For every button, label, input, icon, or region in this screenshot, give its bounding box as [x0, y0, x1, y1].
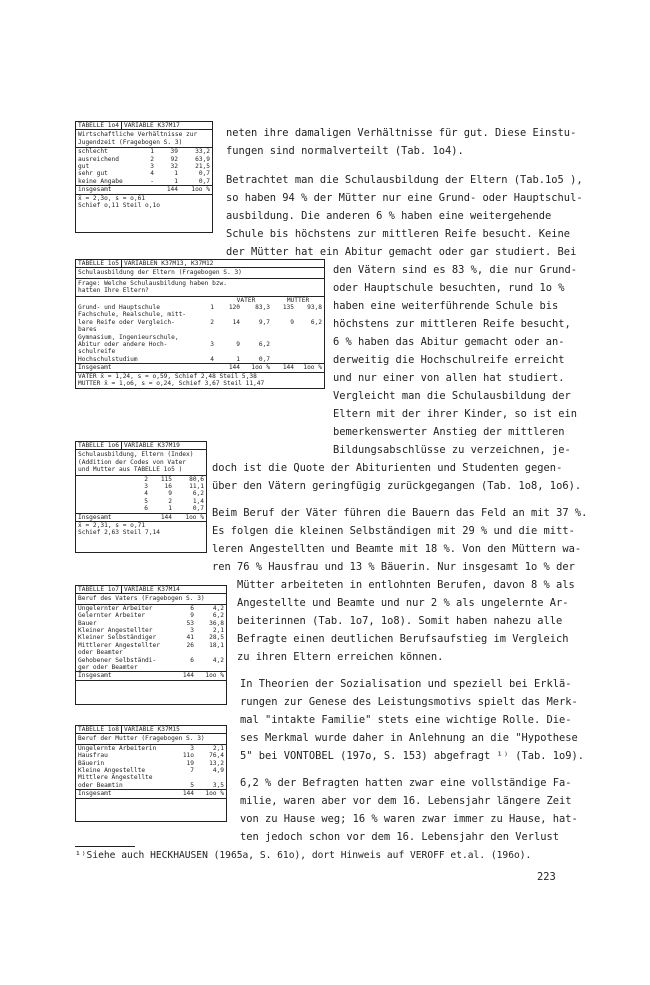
text-line: ren 76 % Hausfrau und 13 % Bäuerin. Nur insgesamt 1o % der	[212, 561, 575, 573]
table-variable: VARIABLE K37M14	[123, 586, 180, 593]
column-vater: VATER	[236, 296, 256, 304]
cell-value	[204, 364, 216, 371]
row-label: Grund- und Hauptschule	[78, 304, 160, 312]
cell-value: 11o	[182, 752, 194, 760]
text-line: Mütter arbeiteten in entlohnten Berufen, davon 8 % als	[237, 579, 575, 591]
table-row	[76, 612, 226, 619]
cell-value: 80,6	[189, 475, 204, 483]
cell-value: 115	[160, 475, 172, 483]
table-row	[76, 498, 206, 505]
table-stats: Schief 2,63 Steil 7,14	[78, 529, 160, 537]
table-row	[76, 483, 206, 490]
text-line: Vergleicht man die Schulausbildung der	[333, 390, 571, 402]
table-caption-line: und Mutter aus TABELLE 1o5 )	[78, 466, 183, 474]
cell-value	[272, 348, 296, 355]
cell-value: 1oo %	[205, 790, 224, 798]
cell-value: 6	[190, 656, 194, 664]
table-total-row	[76, 185, 212, 194]
text-line: bemerkenswerter Anstieg der mittleren	[333, 426, 565, 438]
text-line: fungen sind normalverteilt (Tab. 1o4).	[226, 145, 464, 157]
table-caption	[76, 268, 324, 278]
table-row	[76, 356, 324, 363]
table-row	[76, 782, 226, 789]
table-caption-line: Wirtschaftliche Verhältnisse zur	[78, 131, 198, 139]
row-label: Ungelernte Arbeiterin	[78, 744, 157, 752]
table-column-header	[76, 297, 324, 304]
column-mutter: MUTTER	[286, 296, 310, 304]
table-row	[76, 148, 212, 155]
table-107	[75, 585, 227, 705]
cell-value: 28,5	[209, 634, 224, 642]
cell-value: 120	[228, 304, 240, 312]
cell-value: 6	[144, 505, 148, 513]
text-line: 5" bei VONTOBEL (197o, S. 153) abgefragt ¹⁾ (Tab. 1o9).	[240, 750, 585, 762]
text-line: Befragte einen deutlichen Berufsaufstieg im Vergleich	[237, 633, 569, 645]
table-row	[76, 605, 226, 612]
cell-value: 33,2	[195, 148, 210, 156]
row-label: Insgesamt	[78, 364, 112, 372]
cell-value: 1oo %	[251, 364, 270, 372]
text-line: Betrachtet man die Schulausbildung der Eltern (Tab.1o5 ),	[226, 174, 583, 186]
cell-value: 144	[228, 364, 240, 372]
text-line: höchstens zur mittleren Reife besucht,	[333, 318, 571, 330]
row-label: Fachschule, Realschule, mitt-	[78, 311, 187, 319]
cell-value: 5	[190, 781, 194, 789]
table-row	[76, 767, 226, 774]
row-label: keine Angabe	[78, 177, 123, 185]
table-caption-line: (Addition der Codes von Vater	[78, 458, 187, 466]
table-caption-line: Beruf der Mutter (Fragebogen S. 3)	[78, 735, 205, 743]
row-label: lere Reife oder Vergleich-	[78, 318, 175, 326]
row-label: Insgesamt	[78, 513, 112, 521]
text-line: Schule bis höchstens zur mittleren Reife besucht. Keine	[226, 228, 571, 240]
text-line: Eltern mit der ihrer Kinder, so ist ein	[333, 408, 577, 420]
table-variable: VARIABLE K37M15	[123, 726, 180, 733]
table-id: TABELLE 1o6	[76, 442, 122, 449]
cell-value: 6,2	[192, 490, 204, 498]
table-row	[76, 490, 206, 497]
row-label: schlecht	[78, 148, 108, 156]
row-label: sehr gut	[78, 170, 108, 178]
text-line: beiterinnen (Tab. 1o7, 1o8). Somit haben nahezu alle	[237, 615, 563, 627]
row-label: Bauer	[78, 619, 97, 627]
row-label: schulreife	[78, 348, 116, 356]
cell-value: -	[150, 177, 154, 185]
text-line: oder Hauptschule besuchten, rund 1o %	[333, 282, 565, 294]
cell-value	[178, 774, 196, 781]
table-caption-line: Jugendzeit (Fragebogen S. 3)	[78, 138, 183, 146]
cell-value: 14	[232, 318, 240, 326]
table-variable: VARIABLE K37M17	[123, 122, 180, 129]
row-label: bares	[78, 326, 97, 334]
table-stats: VATER x̄ = 1,24, s = o,59, Schief 2,48 Steil 5,38	[78, 372, 257, 380]
text-line: 6,2 % der Befragten hatten zwar eine vollständige Fa-	[240, 777, 572, 789]
cell-value	[272, 356, 296, 363]
text-line: milie, waren aber vor dem 16. Lebensjahr längere Zeit	[240, 795, 572, 807]
table-row	[76, 760, 226, 767]
table-caption	[76, 130, 212, 148]
cell-value: 2	[144, 475, 148, 483]
cell-value: 3	[210, 341, 214, 349]
cell-value: 21,5	[195, 163, 210, 171]
cell-value: 6,2	[310, 318, 322, 326]
row-label	[76, 490, 138, 497]
table-row	[76, 341, 324, 348]
table-header-row	[76, 442, 206, 450]
table-caption-line: Frage: Welche Schulausbildung haben bzw.	[78, 279, 228, 287]
cell-value: 144	[160, 513, 172, 521]
text-line: neten ihre damaligen Verhältnisse für gut. Diese Einstu-	[226, 127, 577, 139]
table-caption-line: hatten Ihre Eltern?	[78, 287, 149, 295]
cell-value: 4,2	[212, 604, 224, 612]
table-caption	[76, 279, 324, 297]
cell-value: 5	[144, 497, 148, 505]
table-caption	[76, 734, 226, 744]
table-row	[76, 170, 212, 177]
cell-value: 1	[174, 170, 178, 178]
table-105	[75, 259, 325, 389]
cell-value	[204, 311, 216, 318]
cell-value: 3	[150, 163, 154, 171]
table-header-row	[76, 726, 226, 734]
cell-value	[178, 664, 196, 671]
cell-value	[296, 326, 324, 333]
table-106	[75, 441, 207, 553]
table-row	[76, 634, 226, 641]
cell-value: 2	[168, 497, 172, 505]
cell-value: 83,3	[255, 304, 270, 312]
text-line: 6 % haben das Abitur gemacht oder an-	[333, 336, 565, 348]
row-label: Abitur oder andere Hoch-	[78, 341, 168, 349]
cell-value: 144	[282, 364, 294, 372]
cell-value: 4	[210, 355, 214, 363]
cell-value: 9	[290, 318, 294, 326]
table-row	[76, 319, 324, 326]
cell-value: 6	[190, 604, 194, 612]
table-id: TABELLE 1o7	[76, 586, 122, 593]
cell-value: 1oo %	[191, 186, 210, 194]
cell-value: 3	[190, 744, 194, 752]
text-line: Bildungsabschlüsse zu verzeichnen, je-	[333, 444, 571, 456]
cell-value	[242, 311, 272, 318]
cell-value: 1	[168, 505, 172, 513]
text-line: leren Angestellten und Beamte mit 18 %. Von den Müttern wa-	[212, 543, 582, 555]
cell-value: 32	[170, 163, 178, 171]
row-label: Gehobener Selbständi-	[78, 656, 157, 664]
cell-value: 0,7	[198, 177, 210, 185]
text-line: mal "intakte Familie" stets eine wichtige Rolle. Die-	[240, 714, 572, 726]
row-label: oder Beamter	[78, 649, 123, 657]
row-label: gut	[78, 163, 90, 171]
cell-value: 144	[182, 672, 194, 680]
row-label: Kleine Angestellte	[78, 767, 146, 775]
column-spacer	[76, 297, 208, 304]
cell-value	[144, 186, 156, 193]
cell-value	[296, 356, 324, 363]
row-label: Kleiner Angestellter	[78, 627, 153, 635]
cell-value: 1oo %	[185, 513, 204, 521]
table-caption	[76, 450, 206, 475]
row-label: ausreichend	[78, 155, 119, 163]
cell-value: 13,2	[209, 759, 224, 767]
table-variable: VARIABLEN K37M13, K37M12	[123, 260, 214, 267]
cell-value	[138, 514, 150, 521]
table-stats: MUTTER x̄ = 1,o6, s = o,24, Schief 3,67 Steil 11,47	[78, 380, 265, 388]
text-line: rungen zur Genese des Leistungsmotivs spielt das Merk-	[240, 696, 578, 708]
text-line: so haben 94 % der Mütter nur eine Grund- oder Hauptschul-	[226, 192, 583, 204]
table-header-row	[76, 260, 324, 268]
table-total-row	[76, 671, 226, 680]
cell-value: 144	[182, 790, 194, 798]
table-row	[76, 745, 226, 752]
column-spacer	[208, 297, 220, 304]
text-line: derweitig die Hochschulreife erreicht	[333, 354, 565, 366]
table-row	[76, 774, 226, 781]
text-line: Es folgen die kleinen Selbständigen mit 29 % und die mitt-	[212, 525, 575, 537]
cell-value: 3	[144, 483, 148, 491]
cell-value: 9	[236, 341, 240, 349]
cell-value	[216, 326, 242, 333]
cell-value	[178, 649, 196, 656]
table-header-row	[76, 122, 212, 130]
cell-value: 0,7	[258, 355, 270, 363]
cell-value	[272, 341, 296, 348]
cell-value: 2	[210, 318, 214, 326]
cell-value: 1	[174, 177, 178, 185]
row-label: Hausfrau	[78, 752, 108, 760]
row-label: ger oder Beamter	[78, 664, 138, 672]
cell-value: 2,1	[212, 627, 224, 635]
table-104	[75, 121, 213, 233]
cell-value	[272, 311, 296, 318]
row-label: Insgesamt	[78, 672, 112, 680]
row-label	[76, 476, 138, 483]
cell-value: 9	[190, 612, 194, 620]
table-row	[76, 642, 226, 649]
cell-value: 1	[210, 304, 214, 312]
cell-value: 3	[190, 627, 194, 635]
cell-value: 11,1	[189, 483, 204, 491]
cell-value: 4	[150, 170, 154, 178]
text-line: In Theorien der Sozialisation und speziell bei Erklä-	[240, 678, 572, 690]
table-row	[76, 664, 226, 671]
table-caption-line: Schulausbildung der Eltern (Fragebogen S. 3)	[78, 269, 242, 277]
row-label: Kleiner Selbständiger	[78, 634, 157, 642]
cell-value: 41	[186, 634, 194, 642]
cell-value: 18,1	[209, 641, 224, 649]
table-id: TABELLE 1o4	[76, 122, 122, 129]
cell-value	[242, 348, 272, 355]
cell-value	[204, 348, 216, 355]
cell-value: 4	[144, 490, 148, 498]
row-label	[76, 483, 138, 490]
cell-value	[204, 326, 216, 333]
cell-value: 0,7	[192, 505, 204, 513]
text-line: ausbildung. Die anderen 6 % haben eine weitergehende	[226, 210, 552, 222]
cell-value	[196, 664, 226, 671]
table-variable: VARIABLE K37M19	[123, 442, 180, 449]
cell-value	[272, 326, 296, 333]
table-total-row	[76, 363, 324, 372]
table-row	[76, 326, 324, 333]
cell-value: 36,8	[209, 619, 224, 627]
table-id: TABELLE 1o5	[76, 260, 122, 267]
cell-value	[204, 334, 216, 341]
text-line: ses Merkmal wurde daher in Anlehnung an die "Hypothese	[240, 732, 578, 744]
text-line: zu ihren Eltern erreichen können.	[237, 651, 444, 663]
cell-value: 6,2	[258, 341, 270, 349]
row-label: Insgesamt	[78, 790, 112, 798]
row-label: Hochschulstudium	[78, 355, 138, 363]
table-row	[76, 620, 226, 627]
row-label: oder Beamtin	[78, 781, 123, 789]
text-line: ten jedoch schon vor dem 16. Lebensjahr den Verlust	[240, 831, 560, 843]
cell-value: 4,2	[212, 656, 224, 664]
cell-value: 144	[166, 186, 178, 194]
cell-value	[242, 334, 272, 341]
table-row	[76, 752, 226, 759]
page-number: 223	[537, 871, 556, 883]
row-label: Ungelernter Arbeiter	[78, 604, 153, 612]
table-row	[76, 649, 226, 656]
table-id: TABELLE 1o8	[76, 726, 122, 733]
cell-value: 4,9	[212, 767, 224, 775]
table-caption-line: Beruf des Vaters (Fragebogen S. 3)	[78, 595, 205, 603]
table-row	[76, 476, 206, 483]
cell-value: 1	[236, 355, 240, 363]
table-row	[76, 156, 212, 163]
row-label: Mittlerer Angestellter	[78, 641, 160, 649]
cell-value: 2,1	[212, 744, 224, 752]
table-108	[75, 725, 227, 822]
text-line: über den Vätern geringfügig zurückgegangen (Tab. 1o8, 1o6).	[212, 480, 582, 492]
cell-value	[216, 348, 242, 355]
cell-value	[216, 334, 242, 341]
table-row	[76, 657, 226, 664]
table-row	[76, 304, 324, 311]
cell-value: 63,9	[195, 155, 210, 163]
cell-value	[296, 311, 324, 318]
table-row	[76, 627, 226, 634]
cell-value	[296, 348, 324, 355]
cell-value: 76,4	[209, 752, 224, 760]
text-line: von zu Hause weg; 16 % waren zwar immer zu Hause, hat-	[240, 813, 578, 825]
cell-value: 1	[150, 148, 154, 156]
text-line: Angestellte und Beamte und nur 2 % als ungelernte Ar-	[237, 597, 569, 609]
cell-value: 6,2	[212, 612, 224, 620]
table-header-row	[76, 586, 226, 594]
cell-value: 39	[170, 148, 178, 156]
row-label	[76, 498, 138, 505]
cell-value: 0,7	[198, 170, 210, 178]
cell-value: 26	[186, 641, 194, 649]
footnote-rule	[75, 846, 135, 847]
text-line: und nur einer von allen hat studiert.	[333, 372, 565, 384]
row-label: Gelernter Arbeiter	[78, 612, 146, 620]
footnote: ¹⁾Siehe auch HECKHAUSEN (1965a, S. 61o), dort Hinweis auf VEROFF et.al. (196o).	[75, 850, 532, 861]
table-stats: Schief o,11 Steil o,1o	[78, 202, 160, 210]
table-row	[76, 178, 212, 185]
row-label: Gymnasium, Ingenieurschule,	[78, 333, 179, 341]
cell-value: 2	[150, 155, 154, 163]
table-row	[76, 505, 206, 512]
cell-value: 9,7	[258, 318, 270, 326]
cell-value: 1oo %	[205, 672, 224, 680]
cell-value	[296, 334, 324, 341]
table-total-row	[76, 513, 206, 522]
cell-value	[272, 334, 296, 341]
cell-value	[196, 774, 226, 781]
table-row	[76, 348, 324, 355]
table-caption	[76, 594, 226, 604]
table-row	[76, 311, 324, 318]
cell-value	[296, 341, 324, 348]
cell-value: 53	[186, 619, 194, 627]
row-label: Mittlere Angestellte	[78, 774, 153, 782]
row-label: Bäuerin	[78, 759, 105, 767]
table-total-row	[76, 789, 226, 798]
table-stats: x̄ = 2,3o, s = o,61	[78, 194, 146, 202]
text-line: haben eine weiterführende Schule bis	[333, 300, 559, 312]
cell-value: 19	[186, 759, 194, 767]
cell-value	[242, 326, 272, 333]
cell-value	[196, 649, 226, 656]
cell-value: 93,8	[307, 304, 322, 312]
row-label	[76, 505, 138, 512]
table-caption-line: Schulausbildung, Eltern (Index)	[78, 451, 194, 459]
table-stats: x̄ = 2,31, s = o,71	[78, 522, 146, 530]
text-line: den Vätern sind es 83 %, die nur Grund-	[333, 264, 577, 276]
table-row	[76, 163, 212, 170]
cell-value: 1oo %	[303, 364, 322, 372]
cell-value: 1,4	[192, 497, 204, 505]
row-label: insgesamt	[78, 186, 112, 194]
table-row	[76, 334, 324, 341]
text-line: doch ist die Quote der Abiturienten und Studenten gegen-	[212, 462, 563, 474]
cell-value: 135	[282, 304, 294, 312]
text-line: der Mütter hat ein Abitur gemacht oder gar studiert. Bei	[226, 246, 577, 258]
cell-value: 16	[164, 483, 172, 491]
cell-value: 9	[168, 490, 172, 498]
cell-value: 92	[170, 155, 178, 163]
text-line: Beim Beruf der Väter führen die Bauern das Feld an mit 37 %.	[212, 507, 588, 519]
cell-value: 3,5	[212, 781, 224, 789]
cell-value: 7	[190, 767, 194, 775]
cell-value	[216, 311, 242, 318]
